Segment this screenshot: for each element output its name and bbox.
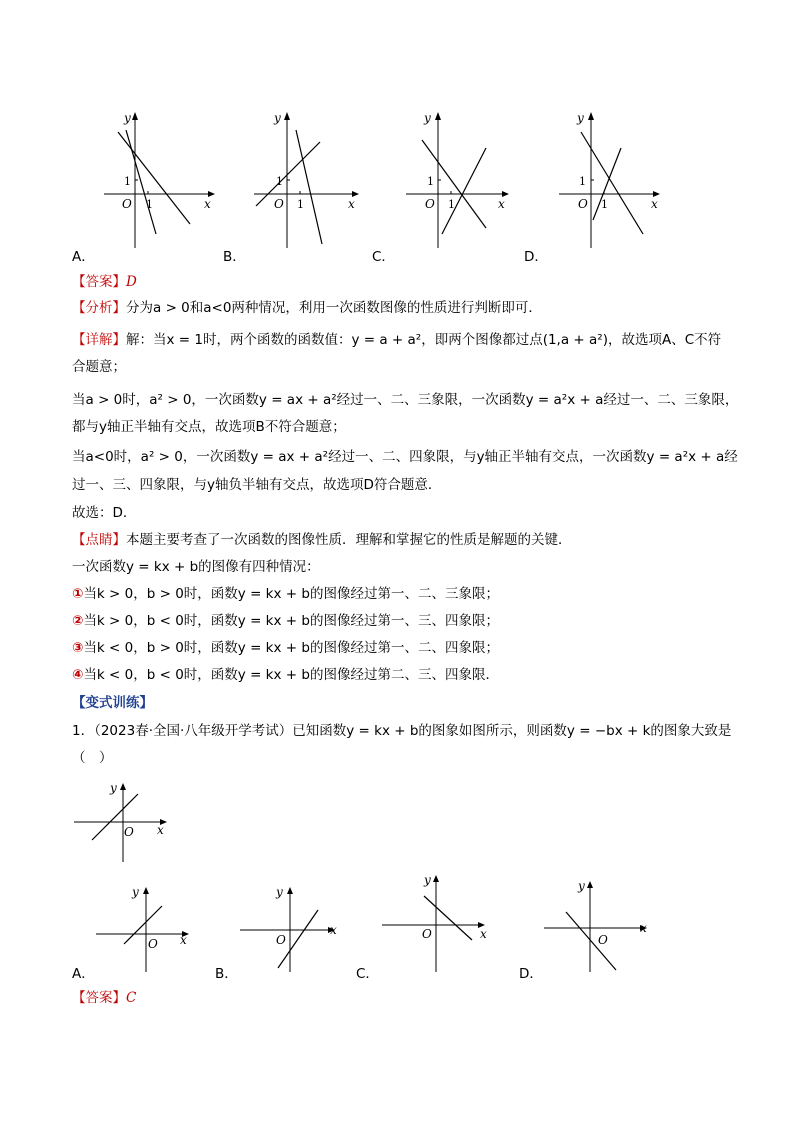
detail-line-7: 故选：D． [72, 505, 137, 521]
x-axis-label: x [498, 197, 505, 211]
answer-tag: 【答案】 [72, 274, 126, 290]
comment-tag: 【点睛】 [72, 532, 126, 548]
answer-value: D [126, 274, 137, 290]
option-label-c: C． [356, 966, 379, 982]
tick-label: 1 [427, 175, 434, 188]
origin-label: O [598, 933, 608, 947]
case-number: ② [72, 613, 84, 629]
detail-line-2: 合题意； [72, 359, 126, 375]
origin-label: O [578, 197, 588, 211]
detail-line-5: 当a<0时，a² > 0，一次函数y = ax + a²经过一、二、四象限，与y轴正半轴有交点，一次函数y = a²x + a经 [72, 449, 738, 465]
analysis-tag: 【分析】 [72, 300, 126, 316]
y-axis-label: y [274, 111, 281, 125]
origin-label: O [148, 937, 158, 951]
top-graph-c [400, 108, 520, 248]
top-graph-a [100, 108, 220, 248]
answer-line [72, 272, 137, 292]
case-3 [72, 638, 499, 658]
case-text: 当k < 0，b < 0时，函数y = kx + b的图像经过第二、三、四象限． [83, 667, 499, 683]
detail-line-3: 当a > 0时，a² > 0，一次函数y = ax + a²经过一、二、三象限，一次函数y = a²x + a经过一、二、三象限， [72, 392, 739, 408]
case-number: ④ [72, 667, 84, 683]
given-graph [72, 778, 172, 862]
case-number: ③ [72, 640, 84, 656]
y-axis-label: y [276, 885, 283, 899]
bottom-graph-d [542, 876, 654, 972]
tick-label: 1 [601, 198, 608, 211]
detail-line-6: 过一、三、四象限，与y轴负半轴有交点，故选项D符合题意． [72, 477, 442, 493]
x-axis-label: x [204, 197, 211, 211]
case-2 [72, 611, 499, 631]
x-axis-label: x [480, 927, 487, 941]
case-4 [72, 665, 499, 685]
option-label-a: A． [72, 249, 95, 265]
comment-intro: 一次函数y = kx + b的图像有四种情况： [72, 559, 320, 575]
origin-label: O [274, 197, 284, 211]
tick-label: 1 [297, 198, 304, 211]
top-graph-d [553, 108, 673, 248]
option-label-c: C． [372, 249, 395, 265]
answer-tag: 【答案】 [72, 990, 126, 1006]
variant-paren: （ ） [72, 750, 113, 766]
option-label-a: A． [72, 966, 95, 982]
top-graph-b [250, 108, 370, 248]
option-label-b: B． [215, 966, 238, 982]
x-axis-label: x [157, 823, 164, 837]
detail-text: 解：当x = 1时，两个函数的函数值：y = a + a²，即两个图像都过点(1,a + a²)，故选项A、C不符 [126, 332, 722, 348]
y-axis-label: y [132, 885, 139, 899]
case-text: 当k > 0，b < 0时，函数y = kx + b的图像经过第一、三、四象限； [83, 613, 499, 629]
tick-label: 1 [124, 175, 131, 188]
origin-label: O [122, 197, 132, 211]
y-axis-label: y [424, 873, 431, 887]
option-label-d: D． [519, 966, 543, 982]
tick-label: 1 [146, 198, 153, 211]
variant-question: 1．（2023春·全国·八年级开学考试）已知函数y = kx + b的图象如图所示，则函数y = −bx + k的图象大致是 [72, 723, 732, 739]
detail-line-1 [72, 330, 721, 350]
answer-line-2 [72, 988, 136, 1008]
analysis-text: 分为a > 0和a<0两种情况，利用一次函数图像的性质进行判断即可． [126, 300, 542, 316]
option-label-b: B． [223, 249, 246, 265]
x-axis-label: x [330, 923, 337, 937]
tick-label: 1 [276, 175, 283, 188]
case-text: 当k < 0，b > 0时，函数y = kx + b的图像经过第一、二、四象限； [83, 640, 499, 656]
tick-label: 1 [448, 198, 455, 211]
x-axis-label: x [651, 197, 658, 211]
origin-label: O [422, 927, 432, 941]
y-axis-label: y [124, 111, 131, 125]
variant-heading: 【变式训练】 [72, 695, 153, 711]
case-1 [72, 584, 499, 604]
x-axis-label: x [348, 197, 355, 211]
case-number: ① [72, 586, 84, 602]
case-text: 当k > 0，b > 0时，函数y = kx + b的图像经过第一、二、三象限； [83, 586, 499, 602]
y-axis-label: y [577, 111, 584, 125]
detail-line-4: 都与y轴正半轴有交点，故选项B不符合题意； [72, 419, 346, 435]
origin-label: O [425, 197, 435, 211]
tick-label: 1 [579, 175, 586, 188]
detail-tag: 【详解】 [72, 332, 126, 348]
y-axis-label: y [578, 879, 585, 893]
comment-text: 本题主要考查了一次函数的图像性质．理解和掌握它的性质是解题的关键． [126, 532, 572, 548]
analysis-line [72, 298, 542, 318]
comment-line [72, 530, 572, 550]
origin-label: O [276, 933, 286, 947]
y-axis-label: y [110, 781, 117, 795]
bottom-graph-c [380, 870, 492, 972]
bottom-graph-b [238, 882, 338, 972]
y-axis-label: y [424, 111, 431, 125]
bottom-graph-a [94, 882, 194, 972]
x-axis-label: x [180, 933, 187, 947]
option-label-d: D． [524, 249, 548, 265]
x-axis-label: x [640, 921, 647, 935]
answer-value: C [126, 990, 137, 1006]
origin-label: O [124, 825, 134, 839]
